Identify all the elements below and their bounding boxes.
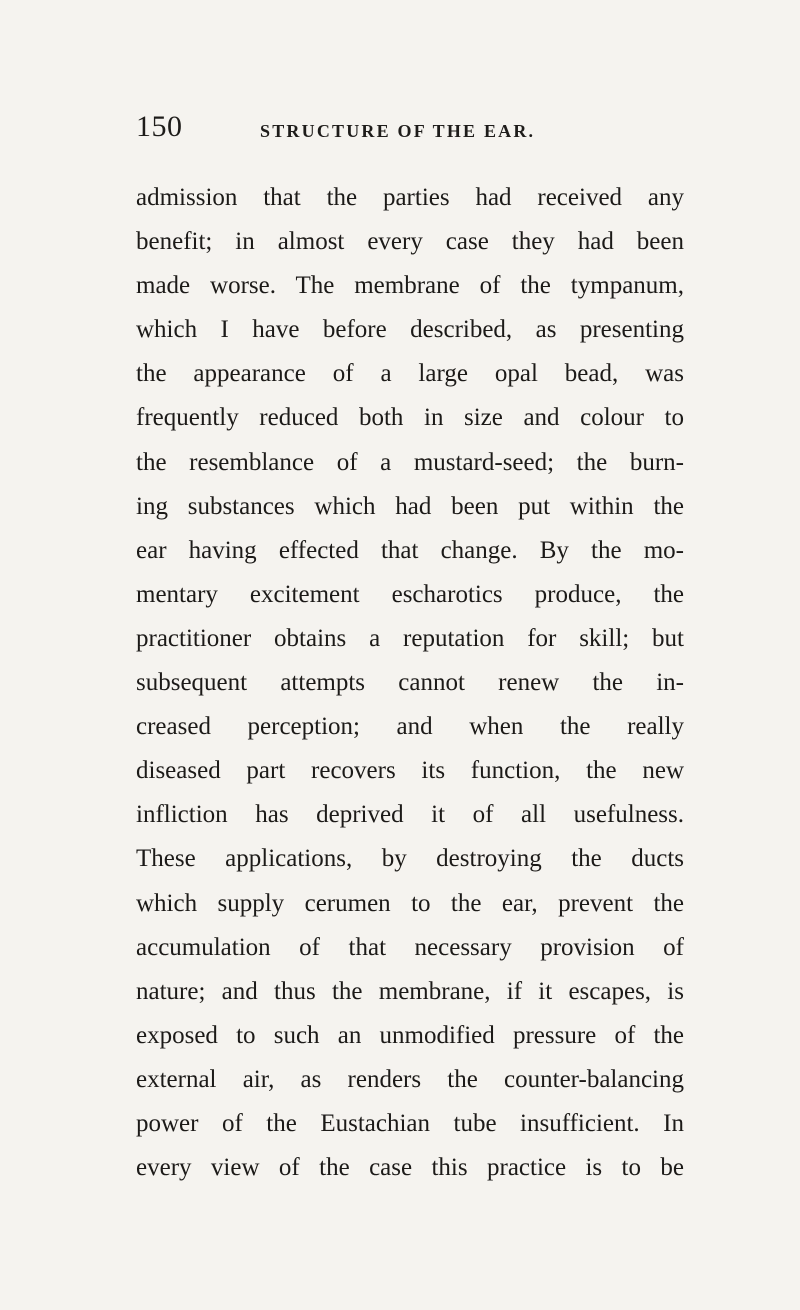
text-line: accumulation of that necessary provision of [136,933,684,961]
text-line: ear having effected that change. By the mo- [136,536,684,564]
body-text [136,176,684,1190]
text-line: practitioner obtains a reputation for skill; but [136,624,684,652]
text-line: These applications, by destroying the ducts [136,845,684,873]
text-line: every view of the case this practice is to be [136,1154,684,1182]
text-line: made worse. The membrane of the tympanum, [136,272,684,300]
running-title: STRUCTURE OF THE EAR. [260,121,536,141]
page-header [136,110,676,150]
text-line: infliction has deprived it of all usefulness. [136,801,684,829]
text-line: mentary excitement escharotics produce, the [136,580,684,608]
text-line: creased perception; and when the really [136,713,684,741]
text-line: ing substances which had been put within the [136,492,684,520]
text-line: benefit; in almost every case they had been [136,228,684,256]
text-line: external air, as renders the counter-balancing [136,1065,684,1093]
page-number: 150 [136,110,183,143]
text-line: admission that the parties had received any [136,184,684,211]
text-line: subsequent attempts cannot renew the in- [136,669,684,697]
text-line: diseased part recovers its function, the new [136,757,684,785]
text-line: which I have before described, as presenting [136,316,684,344]
text-line: the appearance of a large opal bead, was [136,360,684,388]
text-line: nature; and thus the membrane, if it escapes, is [136,977,684,1005]
text-line: power of the Eustachian tube insufficient. In [136,1109,684,1137]
text-line: exposed to such an unmodified pressure of the [136,1021,684,1049]
text-line: frequently reduced both in size and colour to [136,404,684,432]
text-line: which supply cerumen to the ear, prevent the [136,889,684,917]
text-line: the resemblance of a mustard-seed; the burn- [136,448,684,476]
